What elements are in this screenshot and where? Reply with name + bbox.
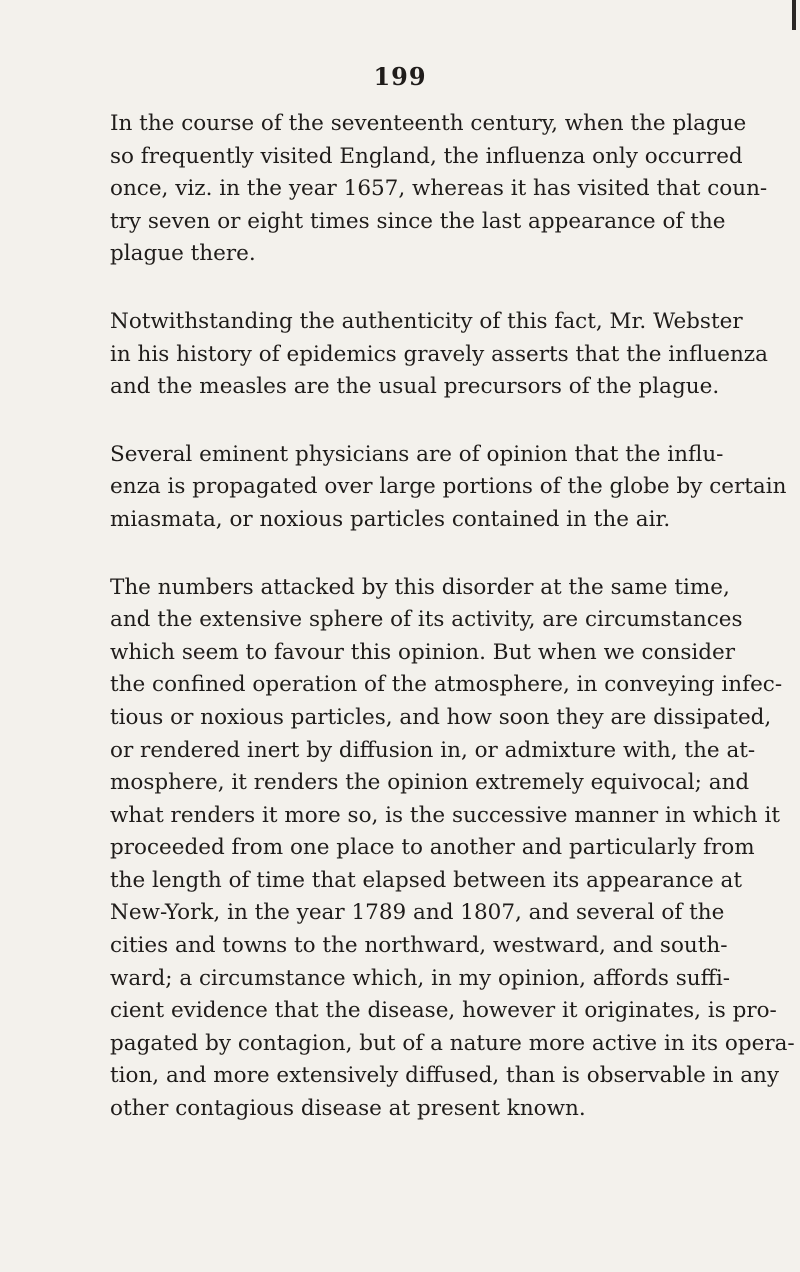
text-line: plague there. — [110, 241, 256, 267]
text-line: mosphere, it renders the opinion extremely equivocal; and — [110, 770, 750, 796]
text-line: tious or noxious particles, and how soon they are dissipated, — [110, 704, 772, 730]
text-line: what renders it more so, is the successive manner in which it — [110, 802, 780, 828]
text-line: other contagious disease at present known. — [110, 1096, 586, 1122]
text-line: miasmata, or noxious particles contained in the air. — [110, 506, 671, 532]
text-line: once, viz. in the year 1657, whereas it has visited that coun- — [110, 176, 768, 202]
text-line: tion, and more extensively diffused, than is observable in any — [110, 1063, 780, 1089]
text-line: enza is propagated over large portions of the globe by certain — [110, 474, 787, 500]
text-line: the length of time that elapsed between its appearance at — [110, 867, 743, 893]
text-line: pagated by contagion, but of a nature more active in its opera- — [110, 1030, 795, 1056]
paragraph-1 — [110, 108, 768, 271]
text-line: the confined operation of the atmosphere, in conveying infec- — [110, 672, 783, 698]
text-line: In the course of the seventeenth century, when the plague — [110, 111, 747, 136]
text-line: Notwithstanding the authenticity of this fact, Mr. Webster — [110, 308, 743, 334]
text-line: so frequently visited England, the influenza only occurred — [110, 143, 743, 169]
text-line: ward; a circumstance which, in my opinion, affords suffi- — [110, 965, 731, 991]
text-line: which seem to favour this opinion. But when we consider — [110, 639, 736, 665]
text-line: and the extensive sphere of its activity, are circumstances — [110, 607, 743, 633]
text-line: The numbers attacked by this disorder at the same time, — [110, 574, 730, 600]
text-line: Several eminent physicians are of opinion that the influ- — [110, 441, 724, 467]
text-line: proceeded from one place to another and particularly from — [110, 835, 755, 861]
paragraph-2 — [110, 306, 768, 404]
text-block — [110, 108, 795, 1161]
text-line: cient evidence that the disease, however it originates, is pro- — [110, 998, 777, 1024]
text-line: and the measles are the usual precursors of the plague. — [110, 374, 720, 400]
text-line: or rendered inert by diffusion in, or admixture with, the at- — [110, 737, 756, 763]
text-line: cities and towns to the northward, westward, and south- — [110, 933, 728, 959]
text-line: in his history of epidemics gravely asserts that the influenza — [110, 341, 768, 367]
text-line: try seven or eight times since the last appearance of the — [110, 208, 726, 234]
paragraph-3 — [110, 439, 787, 537]
margin-mark — [792, 0, 796, 30]
page-number: 199 — [373, 62, 427, 91]
text-line: New-York, in the year 1789 and 1807, and several of the — [110, 900, 725, 926]
paragraph-4 — [110, 572, 795, 1126]
